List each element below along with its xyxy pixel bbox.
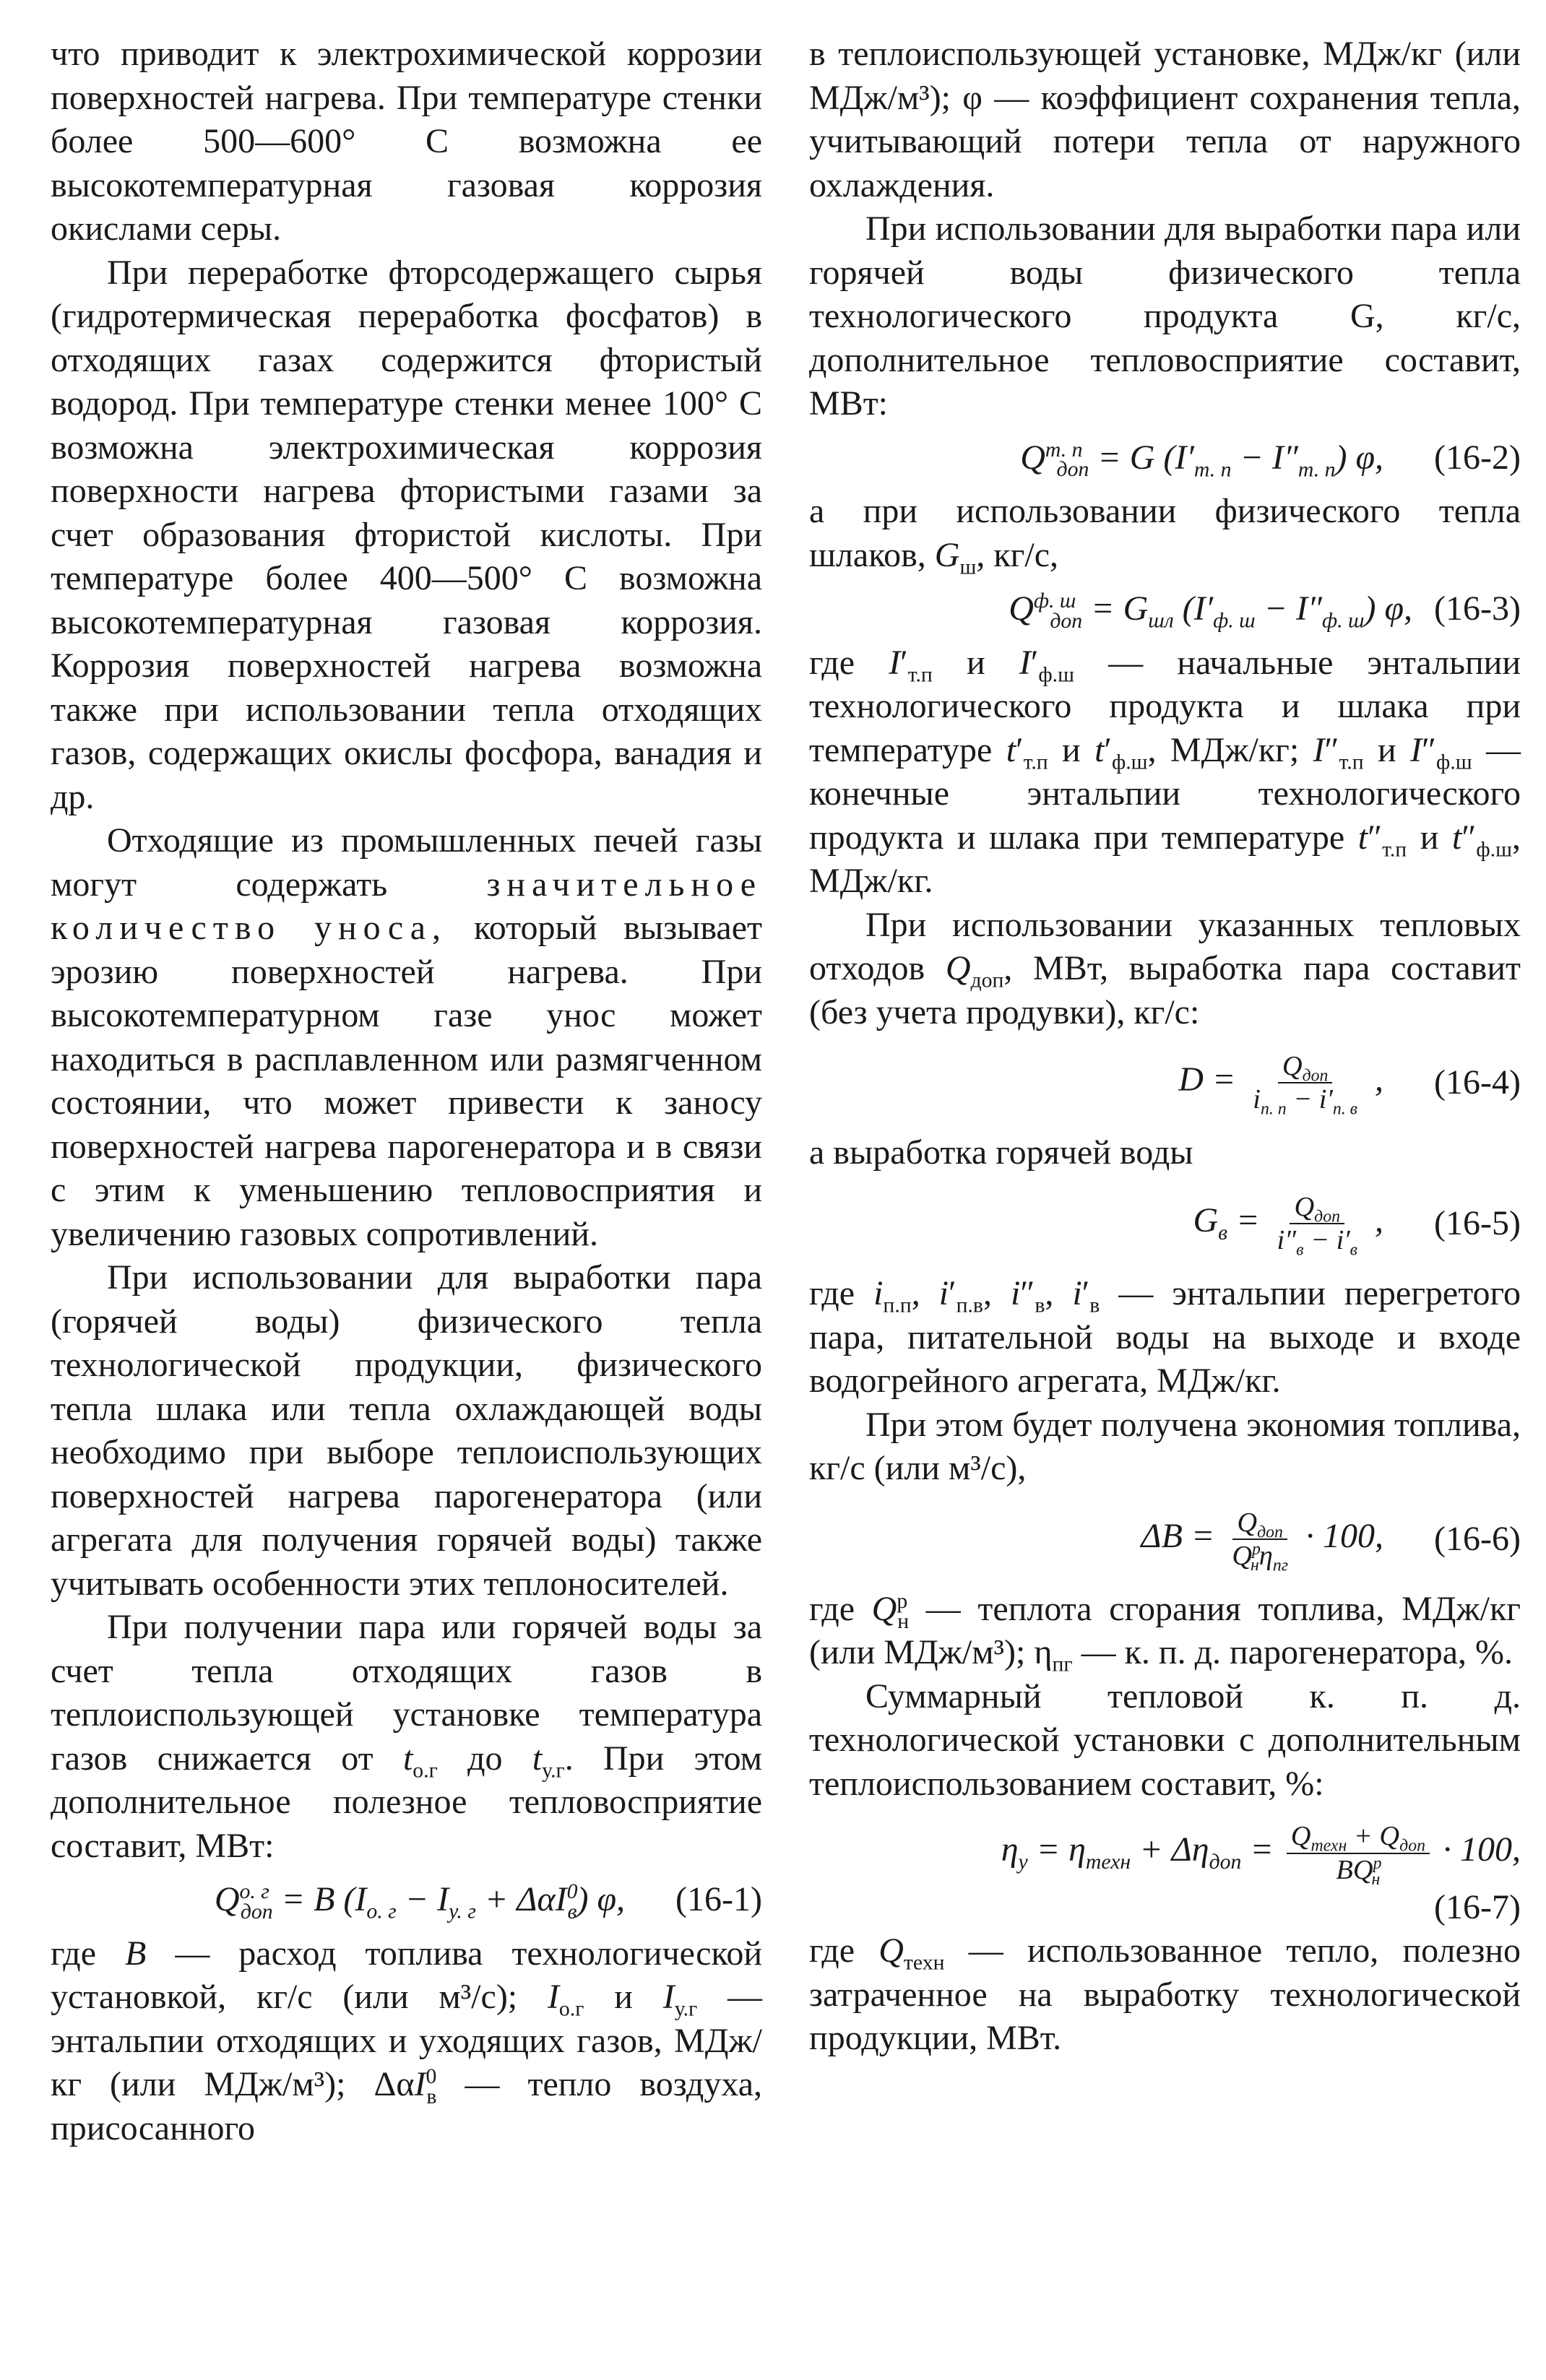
formula-number: (16-7) [1434,1887,1521,1926]
formula-expression: $G_в$ = $\frac{Q_{доп}}{i''_в - i'_в}$ , [1193,1191,1383,1260]
paragraph: в теплоиспользующей установке, МДж/кг (или МДж/м³); φ — коэффициент сохранения тепла, учитывающий потери тепла от наружного охлаждения. [809,35,1521,204]
paragraph: При использовании указанных тепловых отходов $Q_{доп}$, МВт, выработка пара составит (без учета продувки), кг/с: [809,905,1521,1031]
formula-16-5 [809,1191,1521,1260]
formula-expression: $\eta_у = \eta_{техн} + \Delta\eta_{доп}$ = $\frac{Q_{техн} + Q_{доп}}{BQ^р_н}$ · 100, [1001,1821,1521,1890]
paragraph: где $i_{п.п}$, $i'_{п.в}$, $i''_в$, $i'_в$ — энтальпии перегретого пара, питательной воды на выходе и входе водогрейного агрегата, МДж/кг. [809,1274,1521,1401]
formula-expression: $Q^{ф. ш}_{доп} = G_{шл}$ $(I'_{ф. ш} - I''_{ф. ш})$ φ, [1009,589,1412,633]
formula-number: (16-3) [1434,589,1521,628]
paragraph: где $I'_{т.п}$ и $I'_{ф.ш}$ — начальные энтальпии технологического продукта и шлака при температуре $t'_{т.п}$ и $t'_{ф.ш}$, МДж/кг; $I''_{т.п}$ и $I''_{ф.ш}$ — конечные энтальпии технологического продукта и шлака при температуре $t''_{т.п}$ и $t''_{ф.ш}$, МДж/кг. [809,643,1521,900]
formula-16-6 [809,1507,1521,1575]
formula-expression: ΔB = $\frac{Q_{доп}}{Q^р_н\eta_{пг}}$ · 100, [1141,1507,1383,1575]
formula-expression: D = $\frac{Q_{доп}}{i_{п. п} - i'_{п. в}}$ , [1178,1051,1383,1119]
paragraph: где $Q_{техн}$ — использованное тепло, полезно затраченное на выработку технологической продукции, МВт. [809,1931,1521,2058]
paragraph: Отходящие из промышленных печей газы могут содержать значительное количество уноса, который вызывает эрозию поверхностей нагрева. При высокотемпературном газе унос может находиться в расплавленном или размягченном состоянии, что может привести к заносу поверхностей нагрева парогенератора и в связи с этим к уменьшению тепловосприятия и увеличению газовых сопротивлений. [51,821,762,1253]
spaced-emphasis: значительное количество уноса, [51,865,762,947]
formula-16-4 [809,1050,1521,1119]
paragraph: При использовании для выработки пара (горячей воды) физического тепла технологической продукции, физического тепла шлака или тепла охлаждающей воды необходимо при выборе теплоиспользующих поверхностей нагрева парогенератора (или агрегата для получения горячей воды) также учитывать особенности этих теплоносителей. [51,1258,762,1603]
formula-number: (16-4) [1434,1063,1521,1102]
paragraph: что приводит к электрохимической коррозии поверхностей нагрева. При температуре стенки более 500—600° С возможна ее высокотемпературная газовая коррозия окислами серы. [51,35,762,248]
formula-number: (16-5) [1434,1203,1521,1242]
paragraph: где B — расход топлива технологической установкой, кг/с (или м³/с); $I_{о.г}$ и $I_{у.г}$ — энтальпии отходящих и уходящих газов, МДж/кг (или МДж/м³); ΔαI$^0_в$ — тепло воздуха, присосанного [51,1934,763,2147]
formula-16-1 [51,1878,762,1922]
paragraph: а выработка горячей воды [809,1133,1193,1172]
paragraph: При переработке фторсодержащего сырья (гидротермическая переработка фосфатов) в отходящих газах содержится фтористый водород. При температуре стенки менее 100° С возможна электрохимическая коррозия поверхности нагрева фтористыми газами за счет образования фтористой кислоты. При температуре более 400—500° С возможна высокотемпературная газовая коррозия. Коррозия поверхностей нагрева возможна также при использовании тепла отходящих газов, содержащих окислы фосфора, ванадия и др. [51,253,762,816]
formula-number: (16-1) [675,1880,762,1918]
formula-number: (16-2) [1434,438,1521,477]
formula-16-7 [809,1820,1521,1890]
formula-16-3 [809,587,1521,631]
paragraph: При использовании для выработки пара или горячей воды физического тепла технологического продукта G, кг/с, дополнительное тепловосприятие составит, МВт: [809,209,1521,423]
formula-expression: $Q^{т. п}_{доп} = G$ $(I'_{т. п} - I''_{т. п})$ φ, [1020,437,1383,482]
right-column [809,33,1521,2061]
formula-number: (16-6) [1434,1519,1521,1558]
formula-16-2 [809,436,1521,480]
paragraph: При этом будет получена экономия топлива, кг/с (или м³/с), [809,1405,1521,1488]
formula-expression: $Q^{о. г}_{доп} = B$ $(I_{о. г} - I_{у. г} + \Delta\alpha I^0_в)$ φ, [214,1879,625,1924]
paragraph: При получении пара или горячей воды за счет тепла отходящих газов в теплоиспользующей установке температура газов снижается от $t_{о.г}$ до $t_{у.г}$. При этом дополнительное полезное тепловосприятие составит, МВт: [51,1608,763,1865]
left-column [51,33,762,2150]
paragraph: Суммарный тепловой к. п. д. технологической установки с дополнительным теплоиспользованием составит, %: [809,1676,1521,1803]
paragraph: а при использовании физического тепла шлаков, $G_ш$, кг/с, [809,492,1521,579]
paragraph: где $Q^р_н$ — теплота сгорания топлива, МДж/кг (или МДж/м³); $\eta_{пг}$ — к. п. д. парогенератора, %. [809,1588,1521,1677]
